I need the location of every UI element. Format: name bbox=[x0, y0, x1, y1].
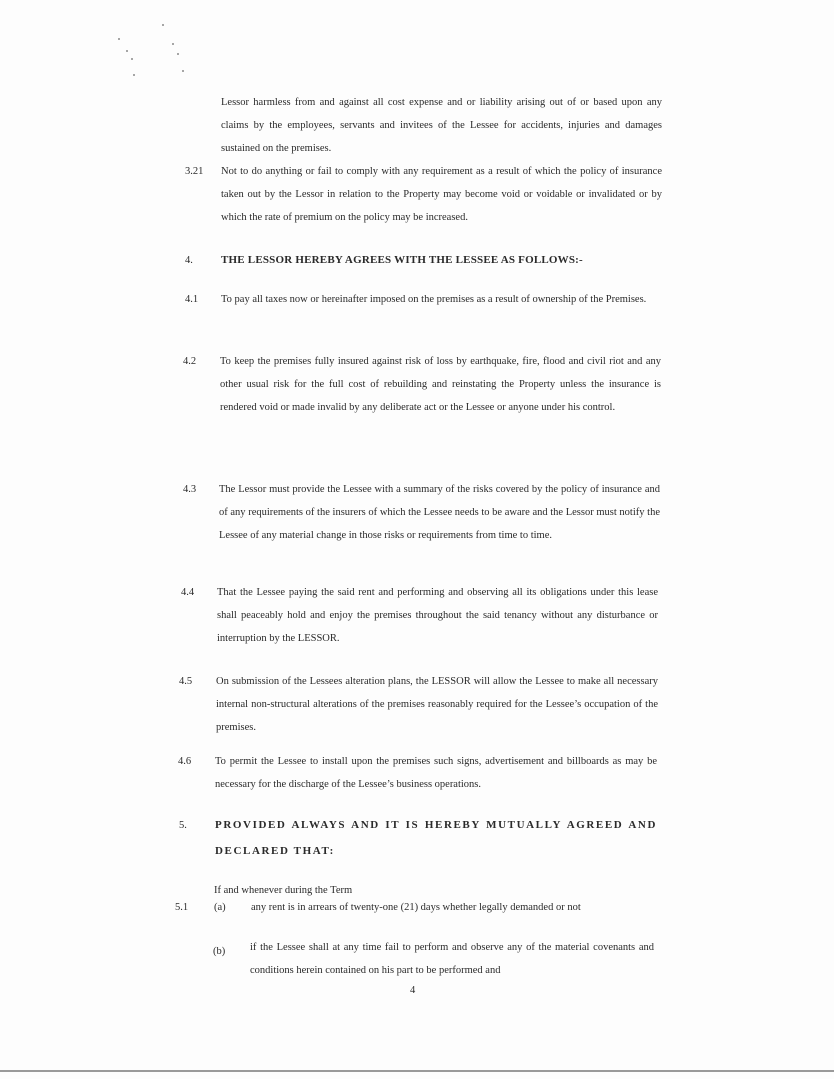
sub-item-marker: (a) bbox=[214, 902, 226, 913]
sub-item-marker: (b) bbox=[213, 946, 226, 957]
clause-number: 4.3 bbox=[183, 484, 197, 495]
page-number: 4 bbox=[410, 985, 416, 996]
clause-text: The Lessor must provide the Lessee with a summary of the risks covered by the policy of insurance and of any requirements of the insurers of which the Lessee needs to be aware and the Lessor must notify the Lessee of any material change in those risks or requirements from time to time. bbox=[219, 484, 660, 541]
clause-number: 4.5 bbox=[179, 676, 193, 687]
section-heading-text: THE LESSOR HEREBY AGREES WITH THE LESSEE AS FOLLOWS:- bbox=[221, 254, 583, 266]
section-heading-text: PROVIDED ALWAYS AND IT IS HEREBY MUTUALLY AGREED AND DECLARED THAT: bbox=[215, 819, 657, 857]
clause-number: 5.1 bbox=[175, 902, 189, 913]
clause-text: To pay all taxes now or hereinafter imposed on the premises as a result of ownership of the Premises. bbox=[221, 294, 647, 305]
section-number: 4. bbox=[185, 255, 193, 266]
clause-number: 3.21 bbox=[185, 166, 204, 177]
paragraph-text: Lessor harmless from and against all cost expense and or liability arising out of or based upon any claims by the employees, servants and invitees of the Lessee for accidents, injuries and damages sustained on the premises. bbox=[221, 97, 662, 154]
clause-text: On submission of the Lessees alteration plans, the LESSOR will allow the Lessee to make all necessary internal non-structural alterations of the premises reasonably required for the Lessee’s occupation of the premises. bbox=[216, 676, 658, 733]
section-number: 5. bbox=[179, 820, 187, 831]
condition-intro-text: If and whenever during the Term bbox=[214, 885, 353, 896]
clause-number: 4.4 bbox=[181, 587, 195, 598]
clause-text: any rent is in arrears of twenty-one (21) days whether legally demanded or not bbox=[251, 902, 581, 913]
clause-text: To keep the premises fully insured against risk of loss by earthquake, fire, flood and civil riot and any other usual risk for the full cost of rebuilding and reinstating the Property unless the insurance is rendered void or made invalid by any deliberate act or the Lessee or anyone under his control. bbox=[220, 356, 661, 413]
scan-edge-line bbox=[0, 1070, 834, 1072]
clause-number: 4.6 bbox=[178, 756, 192, 767]
clause-text: if the Lessee shall at any time fail to perform and observe any of the material covenants and conditions herein contained on his part to be performed and bbox=[250, 942, 654, 976]
clause-number: 4.1 bbox=[185, 294, 199, 305]
clause-text: That the Lessee paying the said rent and performing and observing all its obligations under this lease shall peaceably hold and enjoy the premises throughout the said tenancy without any disturbance or interruption by the LESSOR. bbox=[217, 587, 658, 644]
clause-text: Not to do anything or fail to comply with any requirement as a result of which the policy of insurance taken out by the Lessor in relation to the Property may become void or voidable or invalidated or by which the rate of premium on the policy may be increased. bbox=[221, 166, 662, 223]
clause-text: To permit the Lessee to install upon the premises such signs, advertisement and billboards as may be necessary for the discharge of the Lessee’s business operations. bbox=[215, 756, 657, 790]
clause-number: 4.2 bbox=[183, 356, 197, 367]
